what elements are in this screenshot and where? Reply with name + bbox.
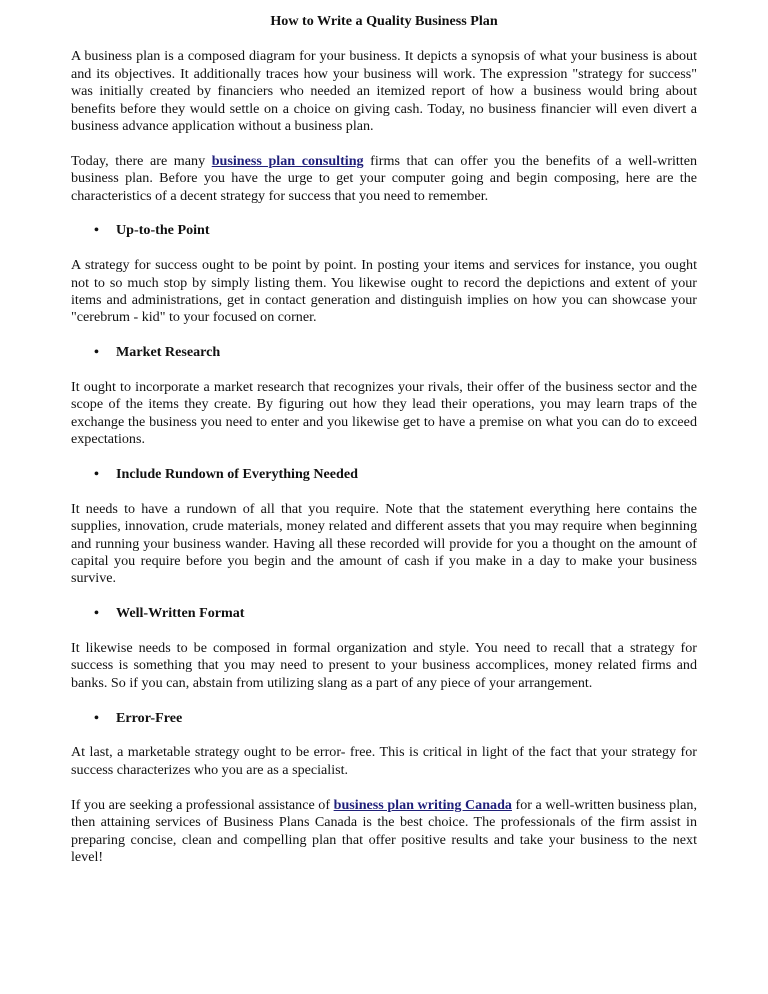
closing-text-before: If you are seeking a professional assistance of [71,796,334,813]
bullet-icon: • [94,605,99,622]
bullet-heading [71,344,697,361]
bullet-list-2 [71,344,697,361]
section-heading-include-rundown: Include Rundown of Everything Needed [116,466,358,483]
bullet-icon: • [94,344,99,361]
section-body-up-to-the-point: A strategy for success ought to be point by point. In posting your items and services for instance, you ought not to so much stop by simply listing them. You likewise ought to record the depictions and extent of your items and administrations, get in contact generation and distinguish implies on how you can showcase your "cerebrum - kid" to your focused on corner. [71,257,697,326]
business-plan-writing-canada-link[interactable]: business plan writing Canada [333,796,512,813]
bullet-list-4 [71,605,697,622]
closing-paragraph [71,797,697,867]
consulting-text-after: firms that can offer you the benefits of a well-written business plan. Before you have the urge to get your computer going and begin composing, here are the characteristics of a decent strategy for success that you need to remember. [71,152,698,204]
bullet-heading [71,710,697,727]
consulting-paragraph [71,153,697,205]
bullet-list-1 [71,222,697,239]
section-heading-error-free: Error-Free [116,709,183,726]
section-body-well-written-format: It likewise needs to be composed in formal organization and style. You need to recall that a strategy for success is something that you may need to present to your business accomplices, money related firms and banks. So if you can, abstain from utilizing slang as a part of any piece of your arrangement. [71,640,697,691]
section-heading-well-written-format: Well-Written Format [116,605,245,622]
section-heading-market-research: Market Research [116,344,221,361]
bullet-icon: • [94,466,99,483]
consulting-text-before: Today, there are many [71,152,212,169]
bullet-icon: • [94,222,99,239]
bullet-heading [71,466,697,483]
section-body-error-free: At last, a marketable strategy ought to be error- free. This is critical in light of the fact that your strategy for success characterizes who you are as a specialist. [71,744,697,778]
bullet-icon: • [94,709,99,726]
closing-text-after: for a well-written business plan, then attaining services of Business Plans Canada is the best choice. The professionals of the firm assist in preparing concise, clean and compelling plan that offer positive results and take your business to the next level! [71,796,697,865]
bullet-heading [71,605,697,622]
bullet-heading [71,222,697,239]
section-body-market-research: It ought to incorporate a market research that recognizes your rivals, their offer of the business sector and the scope of the items they create. By figuring out how they lead their operations, you may learn traps of the exchange the business you need to enter and you likewise get to have a premise on what you can do to exceed expectations. [71,379,697,448]
document-title: How to Write a Quality Business Plan [270,13,498,29]
bullet-list-3 [71,466,697,483]
intro-paragraph: A business plan is a composed diagram for your business. It depicts a synopsis of what your business is about and its objectives. It additionally traces how your business will work. The expression "strategy for success" was initially created by financiers who needed an itemized report of how a business would bring about benefits before they would settle on a choice on giving cash. Today, no business financier will even divert a business advance application without a business plan. [71,48,697,135]
bullet-list-5 [71,710,697,727]
section-heading-up-to-the-point: Up-to-the Point [116,222,210,239]
section-body-include-rundown: It needs to have a rundown of all that you require. Note that the statement everything here contains the supplies, innovation, crude materials, money related and different assets that you may require when beginning and running your business wander. Having all these recorded will provide for you a thought on the amount of capital you require before you begin and the amount of cash if you make in a day to make your business survive. [71,500,697,587]
business-plan-consulting-link[interactable]: business plan consulting [211,152,364,169]
document-page [71,13,697,866]
